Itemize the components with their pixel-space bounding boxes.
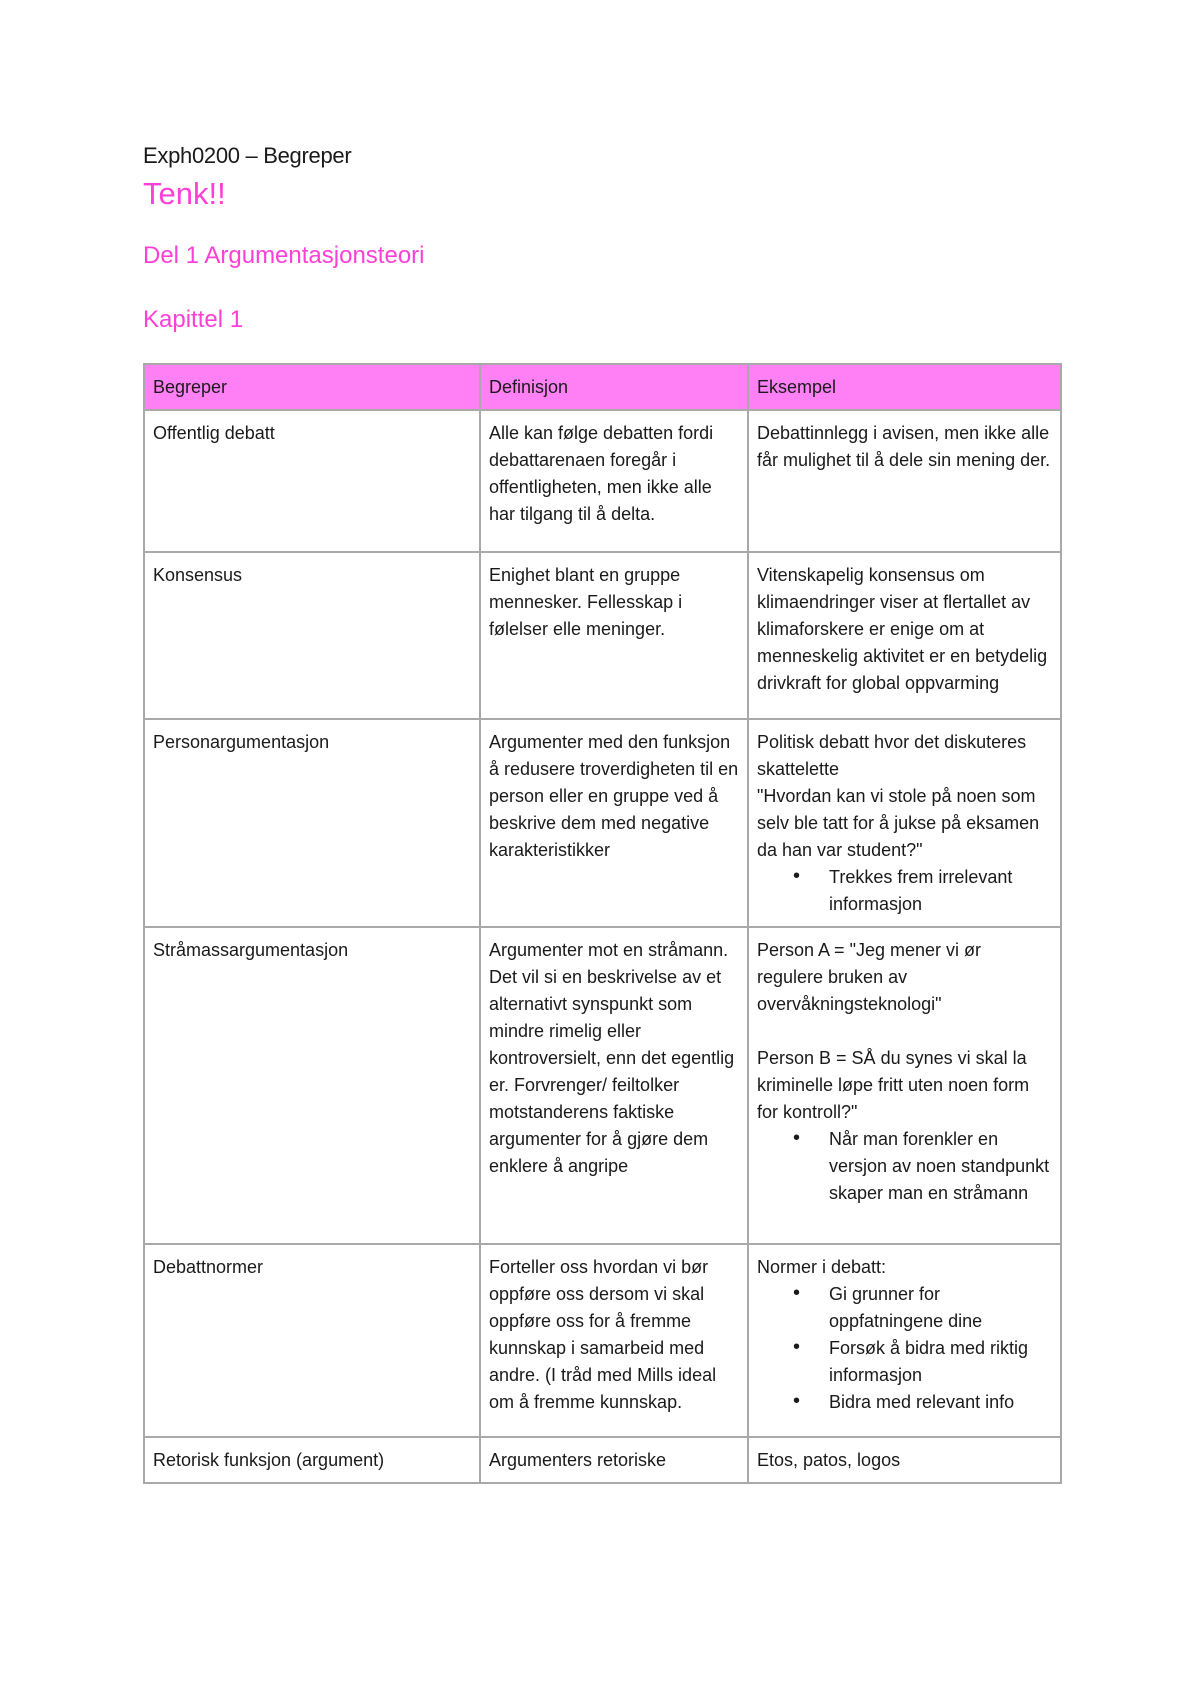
term-cell: Retorisk funksjon (argument) — [144, 1437, 480, 1483]
example-bullet-item: • Bidra med relevant info — [829, 1389, 1052, 1416]
term-cell: Offentlig debatt — [144, 410, 480, 552]
table-row — [144, 719, 1061, 927]
table-row — [144, 927, 1061, 1244]
example-cell — [748, 719, 1061, 927]
example-cell — [748, 1244, 1061, 1437]
term-cell: Stråmassargumentasjon — [144, 927, 480, 1244]
header-cell-term: Begreper — [144, 364, 480, 410]
header-cell-definition: Definisjon — [480, 364, 748, 410]
example-bullet-item: • Gi grunner for oppfatningene dine — [829, 1281, 1052, 1335]
definition-cell: Forteller oss hvordan vi bør oppføre oss dersom vi skal oppføre oss for å fremme kunnskap i samarbeid med andre. (I tråd med Mills ideal om å fremme kunnskap. — [480, 1244, 748, 1437]
concepts-table — [143, 363, 1062, 1484]
term-cell: Debattnormer — [144, 1244, 480, 1437]
document-title: Exph0200 – Begreper — [143, 143, 352, 168]
example-cell — [748, 552, 1061, 719]
example-line: Etos, patos, logos — [757, 1450, 901, 1470]
chapter-heading: Kapittel 1 — [143, 306, 244, 333]
example-spacer — [757, 1018, 1052, 1045]
table-row — [144, 1437, 1061, 1483]
definition-cell: Argumenters retoriske — [480, 1437, 748, 1483]
example-line: Debattinnlegg i avisen, men ikke alle får mulighet til å dele sin mening der. — [757, 423, 1051, 470]
table-row — [144, 552, 1061, 719]
definition-cell: Alle kan følge debatten fordi debattarenaen foregår i offentligheten, men ikke alle har tilgang til å delta. — [480, 410, 748, 552]
term-cell: Personargumentasjon — [144, 719, 480, 927]
example-bullet-item: • Når man forenkler en versjon av noen standpunkt skaper man en stråmann — [829, 1126, 1052, 1207]
example-bullet-item: • Trekkes frem irrelevant informasjon — [829, 864, 1052, 918]
example-bullet-item: • Forsøk å bidra med riktig informasjon — [829, 1335, 1052, 1389]
example-cell — [748, 1437, 1061, 1483]
table-row — [144, 410, 1061, 552]
header-cell-example: Eksempel — [748, 364, 1061, 410]
header-row — [144, 364, 1061, 410]
definition-cell: Argumenter med den funksjon å redusere troverdigheten til en person eller en gruppe ved å beskrive dem med negative karakteristikker — [480, 719, 748, 927]
note-heading: Tenk!! — [143, 176, 226, 211]
example-bullet-list — [757, 864, 1052, 918]
definition-cell: Argumenter mot en stråmann. Det vil si en beskrivelse av et alternativt synspunkt som mindre rimelig eller kontroversielt, enn det egentlig er. Forvrenger/ feiltolker motstanderens faktiske argumenter for å gjøre dem enklere å angripe — [480, 927, 748, 1244]
example-line: Normer i debatt: — [757, 1257, 887, 1277]
example-line: Person A = "Jeg mener vi ør regulere bruken av overvåkningsteknologi" — [757, 940, 981, 1014]
example-line: Politisk debatt hvor det diskuteres skattelette — [757, 732, 1027, 779]
table-body — [144, 410, 1061, 1483]
example-line: "Hvordan kan vi stole på noen som selv ble tatt for å jukse på eksamen da han var student?" — [757, 786, 1040, 860]
table-header — [144, 364, 1061, 410]
definition-cell: Enighet blant en gruppe mennesker. Fellesskap i følelser elle meninger. — [480, 552, 748, 719]
section-heading: Del 1 Argumentasjonsteori — [143, 242, 425, 269]
example-cell — [748, 410, 1061, 552]
example-line: Vitenskapelig konsensus om klimaendringer viser at flertallet av klimaforskere er enige om at menneskelig aktivitet er en betydelig drivkraft for global oppvarming — [757, 565, 1048, 693]
example-cell — [748, 927, 1061, 1244]
table-row — [144, 1244, 1061, 1437]
example-line: Person B = SÅ du synes vi skal la kriminelle løpe fritt uten noen form for kontroll?" — [757, 1048, 1030, 1122]
example-bullet-list — [757, 1281, 1052, 1416]
term-cell: Konsensus — [144, 552, 480, 719]
example-bullet-list — [757, 1126, 1052, 1207]
